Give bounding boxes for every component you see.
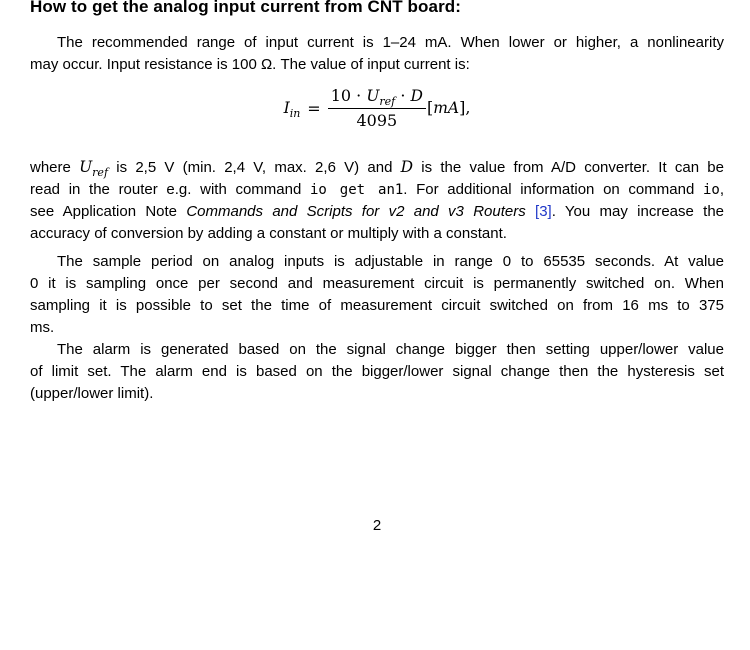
paragraph-line: accuracy of conversion by adding a constant or multiply with a constant. [30,225,507,242]
paragraph-line: where $U_{ref}$ is 2,5 V (min. 2,4 V, max. 2,6 V) and D is the value from A/D converter. It can be [30,158,724,179]
paragraph-uref-description [30,156,724,245]
section-heading: How to get the analog input current from CNT board: [30,0,462,16]
equals-sign: = [307,98,321,118]
page-number: 2 [372,517,382,534]
fraction-denominator: 4095 [356,111,398,130]
application-note-title: Commands and Scripts for v2 and v3 Routers [186,203,536,220]
fraction-numerator: $10 \cdot U_{ref} \cdot D$ [328,86,426,109]
equation-units: [mA], [426,98,471,117]
paragraph-line: read in the router e.g. with command io get an1. For additional information on command io, [30,181,724,198]
paragraph-line: may occur. Input resistance is 100 Ω. The value of input current is: [30,56,470,73]
paragraph-line: The alarm is generated based on the signal change bigger then setting upper/lower value [57,341,724,358]
equation-lhs: $I_{in}$ [283,99,301,121]
command-io-get-an1: io get an1 [310,182,404,198]
paragraph-alarm [30,339,724,405]
citation-link-3[interactable]: [3] [535,203,552,220]
paragraph-line: sampling it is possible to set the time of measurement circuit switched on from 16 ms to 375 [30,297,724,314]
command-io: io [702,182,720,198]
paragraph-line: ms. [30,319,55,336]
paragraph-line: The recommended range of input current is 1–24 mA. When lower or higher, a nonlinearity [57,34,724,51]
paragraph-line: of limit set. The alarm end is based on the bigger/lower signal change then the hysteresis set [30,363,724,380]
math-var-uref: U [79,158,93,176]
current-formula-equation [30,86,724,130]
fraction [328,86,426,130]
paragraph-line: see Application Note Commands and Scripts for v2 and v3 Routers [3]. You may increase the [30,203,725,220]
paragraph-line: 0 it is sampling once per second and measurement circuit is permanently switched on. When [30,275,724,292]
paragraph-sample-period [30,251,724,339]
math-var-d: D [400,158,414,176]
paragraph-input-current [30,32,724,76]
paragraph-line: (upper/lower limit). [30,385,154,402]
paragraph-line: The sample period on analog inputs is adjustable in range 0 to 65535 seconds. At value [57,253,724,270]
